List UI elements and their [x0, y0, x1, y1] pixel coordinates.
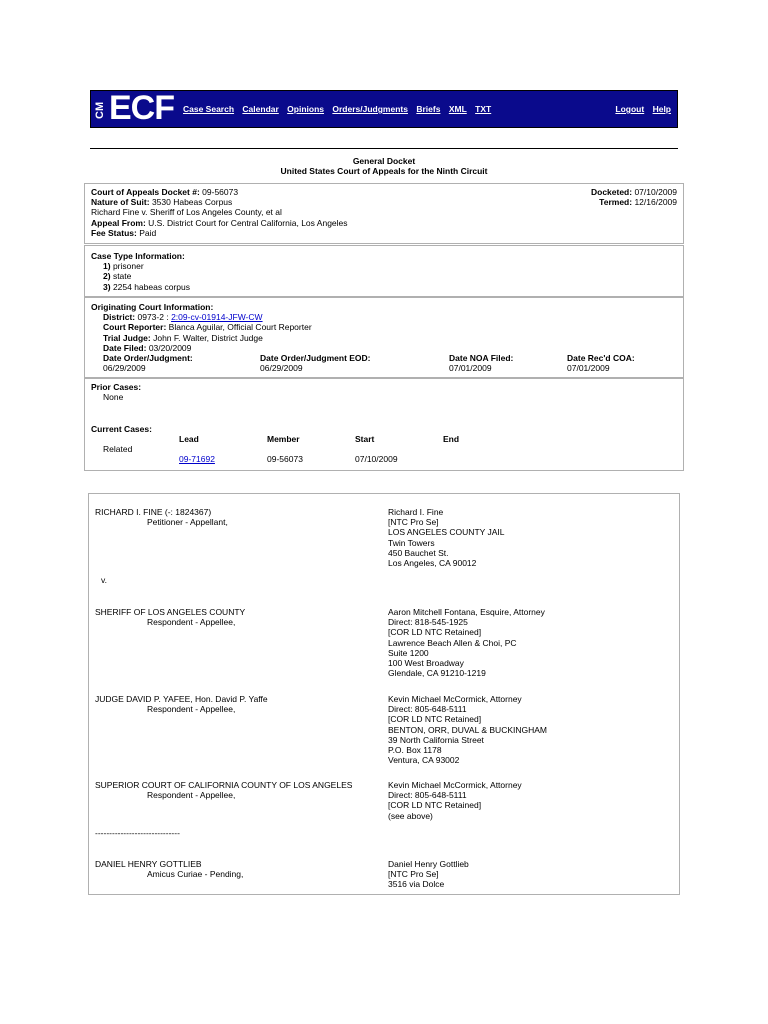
- party-entry: [95, 607, 383, 627]
- party-entry: [95, 694, 383, 714]
- prior-cases-heading: Prior Cases:: [91, 382, 142, 392]
- docket-title: [90, 156, 678, 176]
- counsel-line: [NTC Pro Se]: [388, 869, 439, 880]
- origin-date-value: 06/29/2009: [260, 363, 303, 374]
- party-role: Amicus Curiae - Pending,: [147, 869, 244, 880]
- court-reporter-value: Blanca Aguilar, Official Court Reporter: [168, 322, 312, 333]
- nav-case-search[interactable]: Case Search: [183, 104, 235, 114]
- counsel-line: BENTON, ORR, DUVAL & BUCKINGHAM: [388, 724, 548, 735]
- case-type-text: state: [112, 271, 132, 282]
- prior-cases-value: None: [103, 392, 124, 403]
- case-type-panel: [84, 245, 684, 297]
- lead-case-link[interactable]: 09-71692: [179, 454, 215, 464]
- appeal-from-label: Appeal From:: [91, 217, 146, 228]
- counsel-line: P.O. Box 1178: [388, 745, 442, 756]
- party-entry: [95, 780, 383, 800]
- case-type-item: [91, 271, 677, 281]
- case-type-item: [91, 282, 677, 292]
- logo-cm-text: CM: [94, 101, 106, 119]
- party-role: Petitioner - Appellant,: [147, 517, 228, 528]
- counsel-line: [COR LD NTC Retained]: [388, 627, 482, 638]
- district-value: 0973-2 :: [137, 312, 169, 323]
- case-type-item: [91, 261, 677, 271]
- counsel-line: Daniel Henry Gottlieb: [388, 859, 469, 869]
- party-name: SUPERIOR COURT OF CALIFORNIA COUNTY OF LOS ANGELES: [95, 780, 353, 790]
- related-cases-panel: [84, 378, 684, 471]
- nav-txt[interactable]: TXT: [475, 104, 492, 114]
- docket-number-label: Court of Appeals Docket #:: [91, 187, 200, 197]
- docketed-value: 07/10/2009: [634, 187, 677, 197]
- help-link[interactable]: Help: [652, 104, 671, 114]
- nature-of-suit-label: Nature of Suit:: [91, 197, 150, 208]
- party-name: SHERIFF OF LOS ANGELES COUNTY: [95, 607, 246, 617]
- origin-date-col: [103, 353, 193, 373]
- counsel-line: 39 North California Street: [388, 734, 484, 745]
- origin-date-label: Date Order/Judgment:: [103, 353, 193, 364]
- cmecf-header-bar: [90, 90, 678, 128]
- party-entry: [95, 859, 383, 879]
- docket-title-line2: United States Court of Appeals for the Ninth Circuit: [280, 166, 488, 177]
- party-counsel: [388, 694, 668, 765]
- parties-panel: [88, 493, 680, 895]
- origin-date-col: [567, 353, 635, 373]
- counsel-line: LOS ANGELES COUNTY JAIL: [388, 527, 505, 538]
- nav-opinions[interactable]: Opinions: [287, 104, 325, 114]
- case-type-num: 3): [103, 281, 111, 292]
- case-dates: [591, 187, 677, 207]
- col-end: End: [443, 434, 460, 444]
- col-start: Start: [355, 434, 375, 444]
- member-case-value: 09-56073: [267, 454, 303, 464]
- current-cases-heading: Current Cases:: [91, 424, 152, 434]
- trial-judge-label: Trial Judge:: [103, 332, 151, 343]
- counsel-line: Lawrence Beach Allen & Choi, PC: [388, 637, 517, 648]
- court-reporter-label: Court Reporter:: [103, 322, 167, 333]
- termed-label: Termed:: [599, 197, 633, 208]
- party-entry: [95, 507, 383, 527]
- main-nav: [183, 104, 497, 114]
- counsel-line: [NTC Pro Se]: [388, 517, 439, 528]
- cmecf-logo: [94, 89, 179, 127]
- origin-date-value: 07/01/2009: [449, 363, 492, 374]
- versus-text: v.: [101, 575, 107, 585]
- originating-court-panel: [84, 297, 684, 378]
- case-type-heading: Case Type Information:: [91, 251, 185, 261]
- party-role: Respondent - Appellee,: [147, 617, 236, 628]
- origin-date-label: Date Rec'd COA:: [567, 353, 635, 364]
- counsel-line: Aaron Mitchell Fontana, Esquire, Attorney: [388, 607, 545, 617]
- counsel-line: [COR LD NTC Retained]: [388, 800, 482, 811]
- counsel-line: 100 West Broadway: [388, 658, 464, 669]
- counsel-line: Glendale, CA 91210-1219: [388, 668, 486, 679]
- origin-date-columns: [91, 353, 677, 375]
- counsel-line: Direct: 805-648-5111: [388, 790, 467, 801]
- party-separator: ------------------------------: [95, 828, 180, 838]
- trial-judge-value: John F. Walter, District Judge: [153, 332, 263, 343]
- counsel-line: (see above): [388, 810, 433, 821]
- counsel-line: Suite 1200: [388, 647, 429, 658]
- date-filed-label: Date Filed:: [103, 342, 147, 353]
- appeal-from-value: U.S. District Court for Central California, Los Angeles: [148, 217, 348, 228]
- nav-briefs[interactable]: Briefs: [416, 104, 441, 114]
- origin-date-col: [449, 353, 513, 373]
- counsel-line: Los Angeles, CA 90012: [388, 558, 477, 569]
- case-type-text: 2254 habeas corpus: [112, 281, 190, 292]
- party-counsel: [388, 780, 668, 821]
- case-type-num: 1): [103, 261, 111, 272]
- docket-number-value: 09-56073: [202, 187, 239, 197]
- origin-date-value: 06/29/2009: [103, 363, 146, 374]
- user-nav: [615, 104, 677, 114]
- counsel-line: 450 Bauchet St.: [388, 547, 449, 558]
- case-relation-type: Related: [103, 444, 133, 454]
- party-name: DANIEL HENRY GOTTLIEB: [95, 859, 202, 869]
- nav-calendar[interactable]: Calendar: [242, 104, 279, 114]
- date-filed-value: 03/20/2009: [148, 342, 192, 353]
- logout-link[interactable]: Logout: [615, 104, 645, 114]
- counsel-line: Richard I. Fine: [388, 507, 444, 517]
- nav-xml[interactable]: XML: [448, 104, 467, 114]
- case-type-text: prisoner: [112, 261, 144, 272]
- col-member: Member: [267, 434, 300, 444]
- origin-date-col: [260, 353, 371, 373]
- party-name: JUDGE DAVID P. YAFEE, Hon. David P. Yaffe: [95, 694, 268, 704]
- counsel-line: Direct: 805-648-5111: [388, 704, 467, 715]
- counsel-line: 3516 via Dolce: [388, 879, 445, 890]
- fee-status-label: Fee Status:: [91, 227, 137, 238]
- counsel-line: Kevin Michael McCormick, Attorney: [388, 780, 522, 790]
- logo-ecf-text: ECF: [109, 89, 174, 127]
- header-divider: [90, 148, 678, 149]
- case-start-value: 07/10/2009: [355, 454, 398, 464]
- counsel-line: Direct: 818-545-1925: [388, 617, 468, 628]
- origin-heading: Originating Court Information:: [91, 302, 214, 312]
- origin-date-label: Date NOA Filed:: [449, 353, 514, 364]
- district-case-link[interactable]: 2:09-cv-01914-JFW-CW: [171, 312, 263, 323]
- party-name: RICHARD I. FINE (-: 1824367): [95, 507, 212, 517]
- party-counsel: [388, 507, 668, 568]
- termed-value: 12/16/2009: [634, 197, 677, 208]
- counsel-line: Twin Towers: [388, 537, 435, 548]
- party-counsel: [388, 607, 668, 678]
- party-counsel: [388, 859, 668, 890]
- counsel-line: [COR LD NTC Retained]: [388, 714, 482, 725]
- origin-date-value: 07/01/2009: [567, 363, 610, 374]
- counsel-line: Ventura, CA 93002: [388, 755, 460, 766]
- counsel-line: Kevin Michael McCormick, Attorney: [388, 694, 522, 704]
- case-caption: Richard Fine v. Sheriff of Los Angeles County, et al: [91, 207, 282, 218]
- party-role: Respondent - Appellee,: [147, 704, 236, 715]
- district-label: District:: [103, 312, 136, 323]
- docket-title-line1: General Docket: [352, 156, 416, 166]
- nav-orders-judgments[interactable]: Orders/Judgments: [332, 104, 408, 114]
- col-lead: Lead: [179, 434, 199, 444]
- case-type-num: 2): [103, 271, 111, 282]
- docketed-label: Docketed:: [590, 187, 633, 197]
- party-role: Respondent - Appellee,: [147, 790, 236, 801]
- nature-of-suit-value: 3530 Habeas Corpus: [151, 197, 233, 208]
- case-info-panel: [84, 183, 684, 244]
- origin-date-label: Date Order/Judgment EOD:: [260, 353, 371, 364]
- fee-status-value: Paid: [139, 227, 157, 238]
